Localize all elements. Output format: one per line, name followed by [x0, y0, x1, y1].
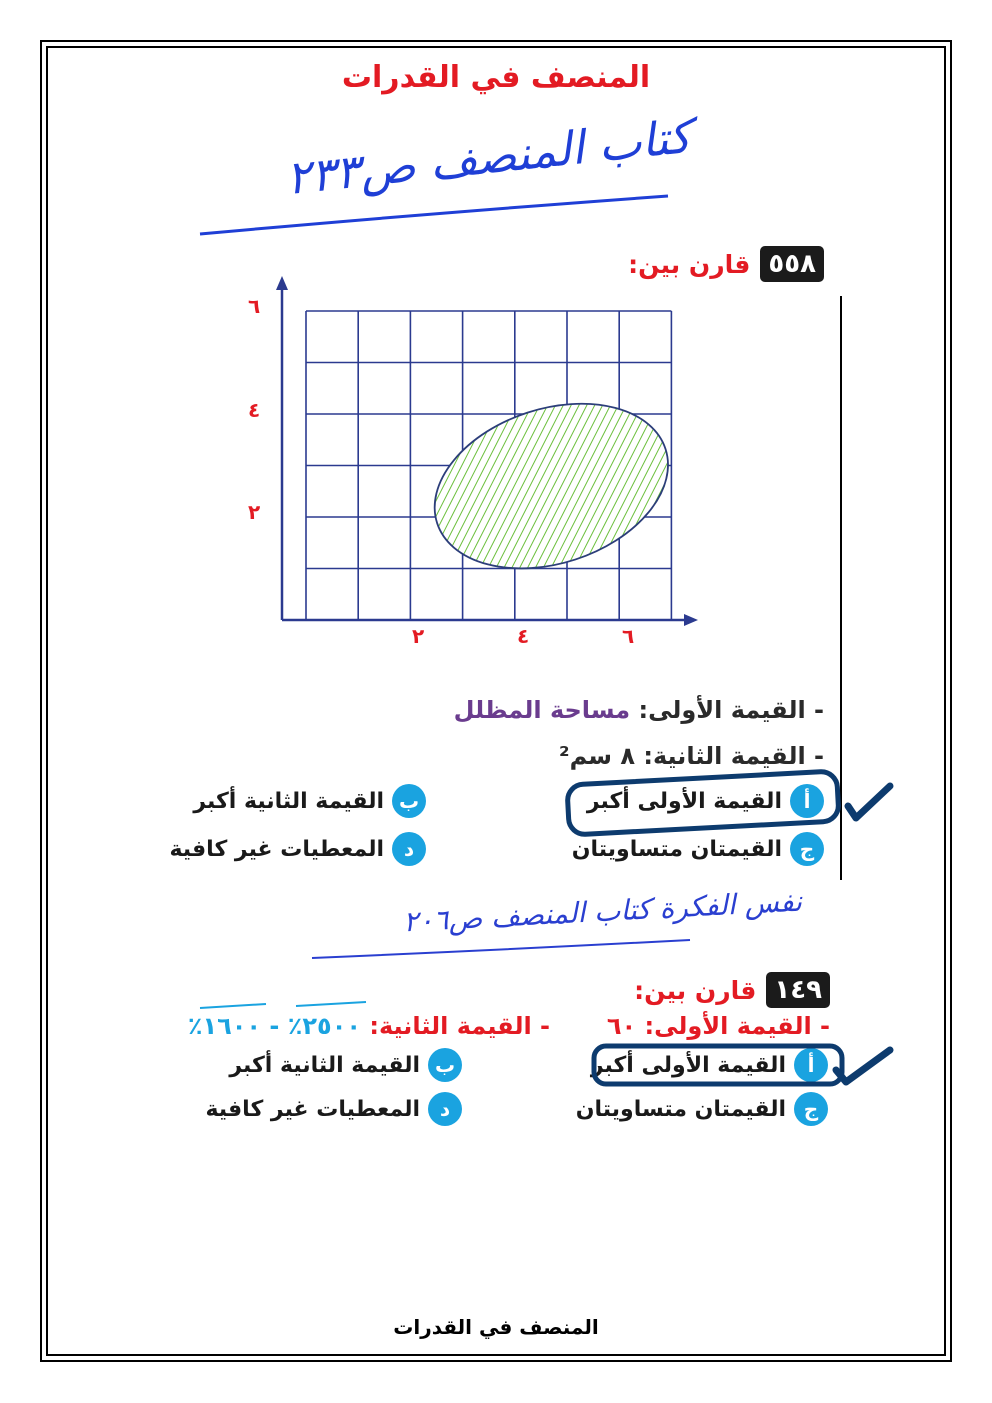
question-2-number: ١٤٩	[766, 972, 830, 1008]
q1-option-b-badge: ب	[392, 784, 426, 818]
q2-option-b-text: القيمة الثانية أكبر	[229, 1052, 420, 1078]
q2-option-a-badge: أ	[794, 1048, 828, 1082]
q2-value-2-label: - القيمة الثانية:	[369, 1012, 550, 1040]
q2-option-d-text: المعطيات غير كافية	[205, 1096, 420, 1122]
q1-option-c-text: القيمتان متساويتان	[571, 836, 782, 862]
overlines	[200, 1002, 366, 1008]
underline-2	[312, 940, 690, 958]
x-tick-label-2: ٤	[517, 624, 530, 648]
q2-option-b-badge: ب	[428, 1048, 462, 1082]
page-title: المنصف في القدرات	[341, 60, 651, 95]
y-tick-label-1: ٢	[248, 500, 261, 524]
question-1-number: ٥٥٨	[760, 246, 824, 282]
check-mark-1	[848, 786, 890, 818]
q1-option-c-badge: ج	[790, 832, 824, 866]
x-tick-label-1: ٢	[412, 624, 425, 648]
q1-answer-circle	[567, 771, 839, 835]
q1-option-a-text: القيمة الأولى أكبر	[586, 788, 782, 814]
question-2-prompt: قارن بين:	[634, 975, 757, 1005]
underline-1	[200, 196, 668, 234]
q2-value-2-text: ٢٥٠٠٪ - ١٦٠٠٪	[187, 1012, 361, 1040]
q2-value-1-text: ٦٠	[606, 1012, 637, 1040]
q2-option-c-text: القيمتان متساويتان	[575, 1096, 786, 1122]
q1-value-2-text: ٨ سم²	[559, 742, 635, 770]
q2-option-a-text: القيمة الأولى أكبر	[590, 1052, 786, 1078]
q2-value-1-label: - القيمة الأولى:	[644, 1012, 830, 1040]
q1-value-2-label: - القيمة الثانية:	[643, 742, 824, 770]
q1-value-1-label: - القيمة الأولى:	[638, 696, 824, 724]
q1-value-1-text: مساحة المظلل	[453, 696, 631, 724]
y-tick-label-3: ٦	[248, 294, 261, 318]
q2-answer-circle	[594, 1046, 842, 1084]
q1-option-a-badge: أ	[790, 784, 824, 818]
q1-option-b-text: القيمة الثانية أكبر	[193, 788, 384, 814]
x-tick-label-3: ٦	[622, 624, 635, 648]
page-footer: المنصف في القدرات	[393, 1315, 599, 1339]
handwritten-note-2: نفس الفكرة كتاب المنصف ص٢٠٦	[402, 884, 803, 939]
q2-option-c-badge: ج	[794, 1092, 828, 1126]
q2-option-d-badge: د	[428, 1092, 462, 1126]
y-tick-label-2: ٤	[248, 398, 261, 422]
q1-option-d-badge: د	[392, 832, 426, 866]
q1-option-d-text: المعطيات غير كافية	[169, 836, 384, 862]
handwritten-note-1: كتاب المنصف ص٢٣٣	[283, 108, 694, 206]
question-1-prompt: قارن بين:	[628, 249, 751, 279]
